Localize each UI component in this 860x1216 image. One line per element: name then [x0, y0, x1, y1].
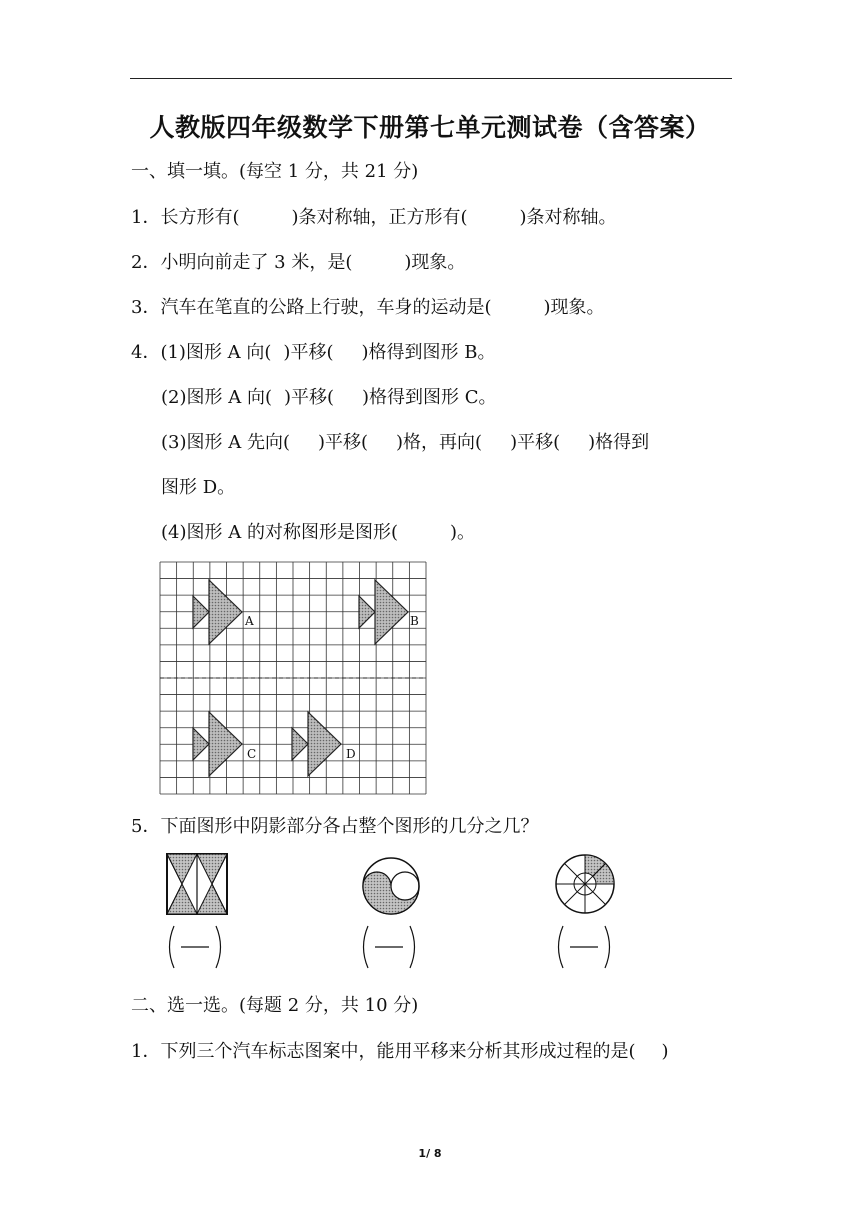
label-c: C: [247, 747, 257, 761]
fraction-answer-1: [164, 924, 226, 970]
section2-heading: 二、选一选。(每题 2 分，共 10 分): [131, 995, 419, 1016]
label-d: D: [346, 747, 356, 761]
page-title: 人教版四年级数学下册第七单元测试卷（含答案）: [149, 113, 711, 142]
yin-yang-circle-figure: [361, 856, 421, 916]
question-4-part-3-cont: 图形 D。: [161, 477, 236, 498]
question-3: 3．汽车在笔直的公路上行驶，车身的运动是( )现象。: [131, 297, 605, 318]
question-5: 5．下面图形中阴影部分各占整个图形的几分之几？: [131, 816, 539, 837]
fraction-answer-2: [358, 924, 420, 970]
question-1: 1．长方形有( )条对称轴，正方形有( )条对称轴。: [131, 207, 617, 228]
section2-question-1: 1．下列三个汽车标志图案中，能用平移来分析其形成过程的是( ): [131, 1041, 669, 1062]
shape-c: [193, 712, 242, 776]
section1-heading: 一、填一填。(每空 1 分，共 21 分): [131, 161, 419, 182]
sectored-circle-figure: [554, 853, 616, 915]
shape-d: [292, 712, 341, 776]
question-4-part-2: (2)图形 A 向( )平移( )格得到图形 C。: [161, 387, 497, 408]
square-hourglass-figure: [166, 853, 228, 915]
page-number: 1/ 8: [418, 1147, 442, 1160]
label-b: B: [410, 614, 419, 628]
fraction-answer-3: [553, 924, 615, 970]
question-2: 2．小明向前走了 3 米，是( )现象。: [131, 252, 466, 273]
translation-grid: [160, 562, 426, 794]
question-4-part-3: (3)图形 A 先向( )平移( )格，再向( )平移( )格得到: [161, 432, 650, 453]
question-4-part-4: (4)图形 A 的对称图形是图形( )。: [161, 522, 475, 543]
label-a: A: [245, 614, 254, 628]
shape-b: [359, 580, 408, 644]
question-4-part-1: 4．(1)图形 A 向( )平移( )格得到图形 B。: [131, 342, 496, 363]
header-rule: [130, 78, 732, 79]
shape-a: [193, 580, 242, 644]
